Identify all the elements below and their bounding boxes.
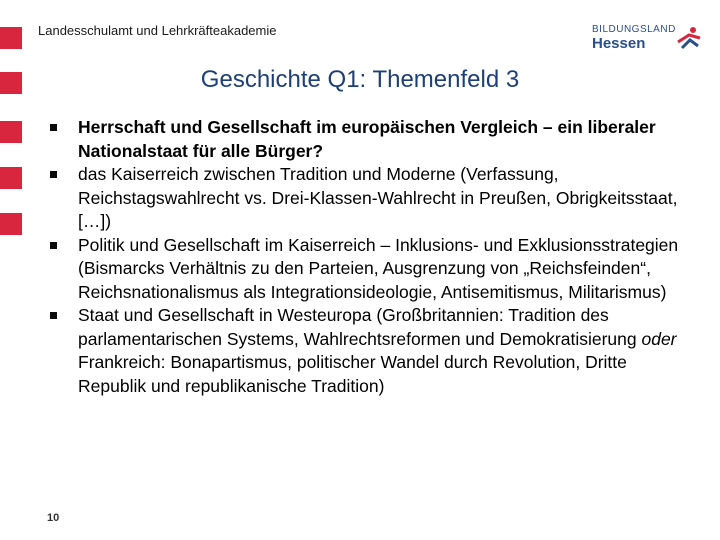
side-marker-1: [0, 27, 22, 49]
bullet-emphasis: oder: [641, 328, 677, 349]
bullet-square-icon: [50, 312, 57, 319]
bullet-square-icon: [50, 124, 57, 131]
bullet-text-part: Staat und Gesellschaft in Westeuropa (Großbritannien: Tradition des parlamentarischen Systems, Wahlrechtsreformen und Demokratisierung: [78, 305, 642, 349]
bullet-text-part: Frankreich: Bonapartismus, politischer Wandel durch Revolution, Dritte Republik und republikanische Tradition): [78, 352, 627, 396]
bildungsland-hessen-logo: [592, 24, 704, 58]
bullet-item: [48, 163, 698, 234]
bullet-square-icon: [50, 171, 57, 178]
slide-title: Geschichte Q1: Themenfeld 3: [200, 66, 520, 93]
institution-name: Landesschulamt und Lehrkräfteakademie: [38, 23, 277, 38]
logo-top-text: BILDUNGSLAND: [592, 24, 676, 35]
logo-bottom-text: Hessen: [592, 35, 646, 52]
bullet-item: [48, 116, 698, 163]
page-number: 10: [47, 512, 60, 524]
logo-figure-icon: [676, 26, 702, 52]
side-marker-3: [0, 121, 22, 143]
bullet-text: Herrschaft und Gesellschaft im europäischen Vergleich – ein liberaler Nationalstaat für alle Bürger?: [78, 117, 656, 161]
bullet-list: [48, 116, 698, 398]
bullet-text: Politik und Gesellschaft im Kaiserreich – Inklusions- und Exklusionsstrategien (Bismarcks Verhältnis zu den Parteien, Ausgrenzung von „Reichsfeinden“, Reichsnationalismus als Integrationsideologie, Antisemitismus, Militarismus): [78, 234, 679, 302]
side-marker-5: [0, 213, 22, 235]
bullet-item: [48, 304, 698, 398]
bullet-square-icon: [50, 242, 57, 249]
side-marker-4: [0, 167, 22, 189]
bullet-item: [48, 234, 698, 305]
bullet-text: das Kaiserreich zwischen Tradition und Moderne (Verfassung, Reichstagswahlrecht vs. Drei-Klassen-Wahlrecht in Preußen, Obrigkeitsstaat, […]): [78, 164, 678, 231]
